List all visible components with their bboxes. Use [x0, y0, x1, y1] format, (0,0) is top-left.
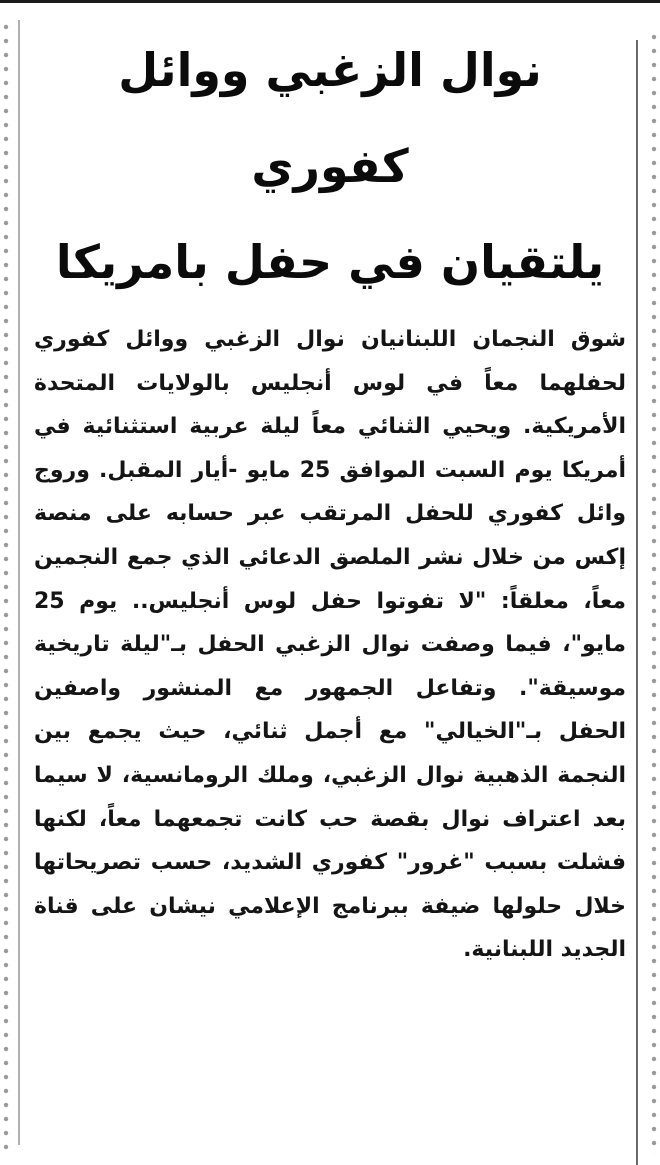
- headline-line-1: نوال الزغبي ووائل كفوري: [118, 43, 542, 193]
- headline-line-2: يلتقيان في حفل بامريكا: [55, 235, 605, 289]
- article-headline: [34, 22, 626, 310]
- article-body: شوق النجمان اللبنانيان نوال الزغبي ووائل كفوري لحفلهما معاً في لوس أنجليس بالولايات المتحدة الأمريكية. ويحيي الثنائي معاً ليلة عربية استثنائية في أمريكا يوم السبت الموافق 25 مايو -أيار المقبل. وروج وائل كفوري للحفل المرتقب عبر حسابه على منصة إكس من خلال نشر الملصق الدعائي الذي جمع النجمين معاً، معلقاً: "لا تفوتوا حفل لوس أنجليس.. يوم 25 مايو"، فيما وصفت نوال الزغبي الحفل بـ"ليلة تاريخية موسيقة". وتفاعل الجمهور مع المنشور واصفين الحفل بـ"الخيالي" مع أجمل ثنائي، حيث يجمع بين النجمة الذهبية نوال الزغبي، وملك الرومانسية، لا سيما بعد اعتراف نوال بقصة حب كانت تجمعهما معاً، لكنها فشلت بسبب "غرور" كفوري الشديد، حسب تصريحاتها خلال حلولها ضيفة ببرنامج الإعلامي نيشان على قناة الجديد اللبنانية.: [34, 327, 626, 963]
- left-column-divider: [18, 20, 20, 1145]
- left-dotted-border: [0, 20, 12, 1155]
- right-dotted-border: [648, 30, 660, 1155]
- news-article: [34, 22, 626, 972]
- top-rule: [0, 0, 660, 3]
- right-column-divider: [636, 40, 638, 1165]
